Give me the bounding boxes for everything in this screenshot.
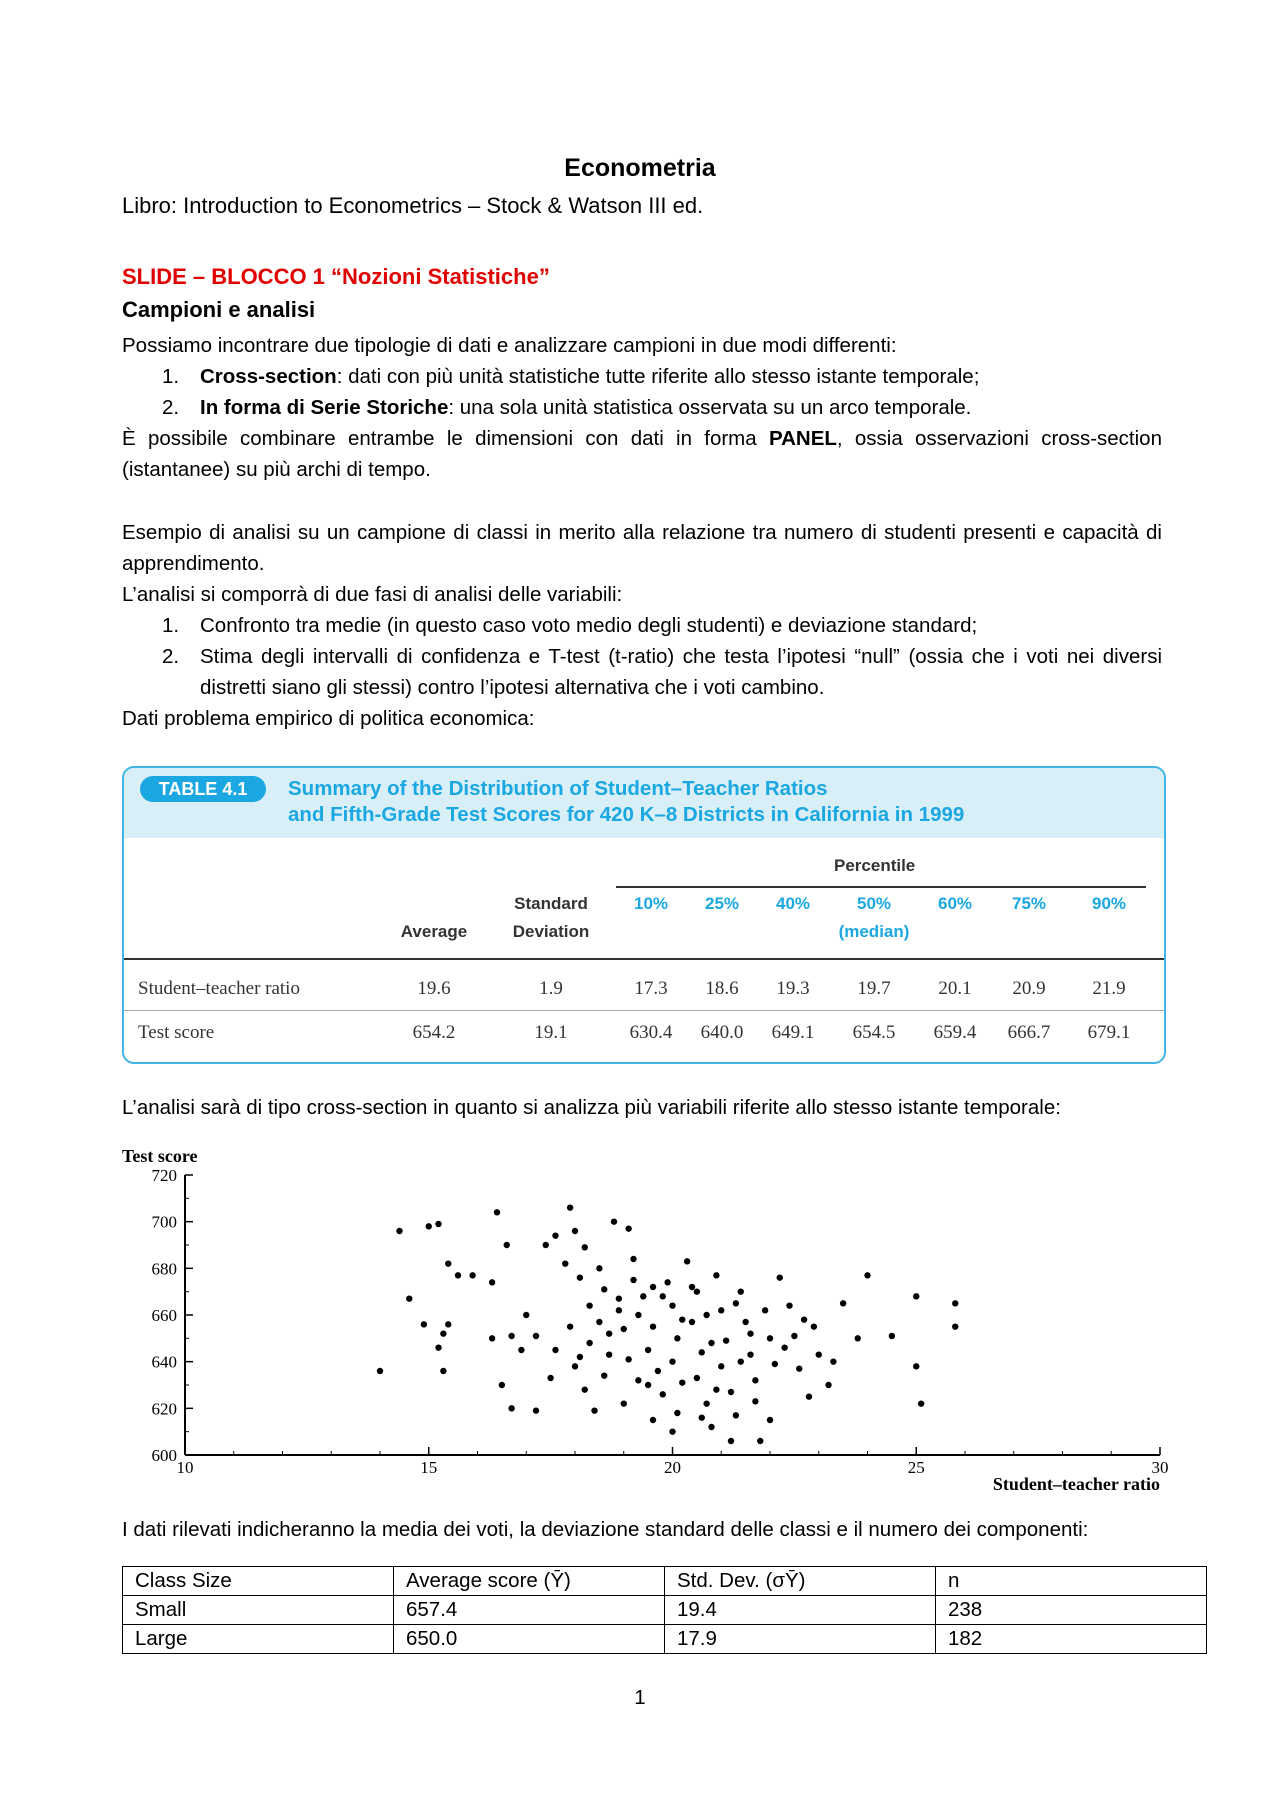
scatter-point: [494, 1209, 500, 1215]
scatter-point: [830, 1358, 836, 1364]
list-item-text: : una sola unità statistica osservata su un arco temporale.: [448, 396, 972, 419]
scatter-point: [952, 1300, 958, 1306]
scatter-point: [630, 1256, 636, 1262]
scatter-point: [864, 1272, 870, 1278]
scatter-point: [738, 1288, 744, 1294]
scatter-point: [674, 1410, 680, 1416]
scatter-point: [508, 1405, 514, 1411]
scatter-point: [811, 1323, 817, 1329]
scatter-point: [689, 1319, 695, 1325]
scatter-point: [455, 1272, 461, 1278]
scatter-point: [440, 1368, 446, 1374]
scatter-point: [601, 1286, 607, 1292]
scatter-point: [767, 1417, 773, 1423]
scatter-point: [694, 1288, 700, 1294]
scatter-point: [518, 1347, 524, 1353]
table-cell: 20.1: [938, 978, 972, 999]
table-cell: 659.4: [933, 1022, 977, 1043]
scatter-point: [747, 1330, 753, 1336]
scatter-point: [562, 1260, 568, 1266]
table-title: [288, 776, 964, 828]
scatter-point: [699, 1349, 705, 1355]
page-title: Econometria: [564, 154, 716, 182]
scatter-point: [577, 1354, 583, 1360]
table-cell: 640.0: [700, 1022, 744, 1043]
class-size-table: [122, 1566, 1207, 1654]
scatter-point: [713, 1386, 719, 1392]
scatter-point: [733, 1412, 739, 1418]
scatter-point: [918, 1400, 924, 1406]
scatter-point: [913, 1293, 919, 1299]
section-heading: SLIDE – BLOCCO 1 “Nozioni Statistiche”: [122, 264, 550, 289]
book-reference: Libro: Introduction to Econometrics – Stock & Watson III ed.: [122, 193, 704, 218]
scatter-point: [572, 1228, 578, 1234]
scatter-point: [699, 1414, 705, 1420]
scatter-point: [669, 1302, 675, 1308]
scatter-point: [567, 1204, 573, 1210]
phases-intro: L’analisi si comporrà di due fasi di analisi delle variabili:: [122, 583, 623, 606]
table-cell: 17.9: [665, 1625, 936, 1654]
scatter-point: [889, 1333, 895, 1339]
scatter-point: [621, 1400, 627, 1406]
table-cell: Small: [123, 1596, 394, 1625]
scatter-point: [708, 1340, 714, 1346]
percentile-label: Percentile: [834, 856, 916, 875]
scatter-point: [733, 1300, 739, 1306]
scatter-point: [796, 1365, 802, 1371]
scatter-point: [777, 1274, 783, 1280]
scatter-point: [816, 1351, 822, 1357]
subheading: Campioni e analisi: [122, 297, 316, 322]
scatter-point: [596, 1265, 602, 1271]
table-cell: Large: [123, 1625, 394, 1654]
panel-bold: PANEL: [768, 427, 837, 450]
scatter-point: [499, 1382, 505, 1388]
scatter-point: [718, 1363, 724, 1369]
table-cell: 657.4: [394, 1596, 665, 1625]
scatter-point: [591, 1407, 597, 1413]
scatter-point: [508, 1333, 514, 1339]
scatter-point: [469, 1272, 475, 1278]
header-cell: n: [936, 1567, 1207, 1596]
scatter-point: [913, 1363, 919, 1369]
x-tick-label: 10: [176, 1458, 194, 1477]
scatter-point: [630, 1277, 636, 1283]
scatter-point: [762, 1307, 768, 1313]
scatter-point: [679, 1379, 685, 1385]
panel-text-post: , ossia osservazioni cross-section (istantanee) su più archi di tempo.: [122, 427, 1162, 481]
scatter-point: [660, 1293, 666, 1299]
table-title-line-1: Summary of the Distribution of Student–Teacher Ratios: [288, 777, 828, 800]
scatter-point: [708, 1424, 714, 1430]
table-cell: 666.7: [1007, 1022, 1051, 1043]
dati-problema-text: Dati problema empirico di politica economica:: [122, 707, 535, 730]
scatter-point: [635, 1312, 641, 1318]
cross-section-note: L’analisi sarà di tipo cross-section in quanto si analizza più variabili riferite allo stesso istante temporale:: [122, 1096, 1061, 1119]
col-p25: 25%: [704, 894, 740, 913]
scatter-point: [601, 1372, 607, 1378]
scatter-point: [552, 1232, 558, 1238]
scatter-point: [577, 1274, 583, 1280]
scatter-point: [586, 1340, 592, 1346]
scatter-point: [738, 1358, 744, 1364]
scatter-point: [635, 1377, 641, 1383]
scatter-point: [728, 1438, 734, 1444]
scatter-point: [406, 1295, 412, 1301]
scatter-point: [650, 1417, 656, 1423]
table-cell: 21.9: [1092, 978, 1126, 999]
scatter-point: [396, 1228, 402, 1234]
scatter-point: [645, 1382, 651, 1388]
col-sd-line-2: Deviation: [512, 922, 590, 941]
scatter-point: [781, 1344, 787, 1350]
col-p50: 50%: [856, 894, 892, 913]
col-average: Average: [400, 922, 468, 941]
scatter-point: [806, 1393, 812, 1399]
scatter-point: [952, 1323, 958, 1329]
table-cell: 654.5: [852, 1022, 896, 1043]
scatter-point: [689, 1284, 695, 1290]
scatter-point: [606, 1351, 612, 1357]
scatter-point: [445, 1321, 451, 1327]
scatter-point: [533, 1333, 539, 1339]
x-tick-label: 20: [664, 1458, 681, 1477]
scatter-point: [621, 1326, 627, 1332]
table-cell: 630.4: [629, 1022, 673, 1043]
scatter-point: [684, 1258, 690, 1264]
y-tick-label: 660: [151, 1306, 177, 1325]
scatter-point: [440, 1330, 446, 1336]
scatter-point: [728, 1389, 734, 1395]
y-tick-label: 700: [151, 1212, 177, 1232]
list-number: 1.: [162, 614, 180, 637]
x-axis-title: Student–teacher ratio: [992, 1474, 1160, 1494]
scatter-point: [596, 1319, 602, 1325]
table-cell: 19.3: [776, 978, 810, 999]
scatter-point: [523, 1312, 529, 1318]
scatter-point: [767, 1335, 773, 1341]
scatter-chart: [120, 1145, 1180, 1505]
scatter-point: [786, 1302, 792, 1308]
list-number: 1.: [162, 365, 180, 388]
scatter-point: [801, 1316, 807, 1322]
col-p10: 10%: [633, 894, 669, 913]
scatter-point: [435, 1221, 441, 1227]
scatter-point: [694, 1375, 700, 1381]
scatter-point: [606, 1330, 612, 1336]
page-number: 1: [634, 1686, 646, 1709]
scatter-point: [772, 1361, 778, 1367]
table-title-line-2: and Fifth-Grade Test Scores for 420 K–8 Districts in California in 1999: [288, 803, 965, 826]
table-cell: 1.9: [539, 978, 563, 999]
scatter-point: [572, 1363, 578, 1369]
scatter-point: [703, 1400, 709, 1406]
scatter-point: [752, 1377, 758, 1383]
scatter-point: [625, 1225, 631, 1231]
col-p75: 75%: [1011, 894, 1047, 913]
table-4-1-header: [124, 768, 1164, 838]
table-cell: 20.9: [1012, 978, 1046, 999]
scatter-point: [489, 1279, 495, 1285]
table-cell: 650.0: [394, 1625, 665, 1654]
table-cell: 654.2: [412, 1022, 456, 1043]
y-axis-title: Test score: [122, 1146, 198, 1166]
scatter-point: [713, 1272, 719, 1278]
scatter-point: [377, 1368, 383, 1374]
panel-paragraph: [122, 423, 1162, 485]
scatter-point: [533, 1407, 539, 1413]
list-item-bold: Cross-section: [200, 365, 337, 388]
list-item-bold: In forma di Serie Storiche: [200, 396, 449, 419]
y-tick-label: 720: [151, 1166, 177, 1185]
col-p60: 60%: [937, 894, 973, 913]
scatter-point: [445, 1260, 451, 1266]
scatter-point: [825, 1382, 831, 1388]
scatter-point: [747, 1351, 753, 1357]
scatter-point: [582, 1244, 588, 1250]
scatter-point: [625, 1356, 631, 1362]
table-cell: 19.1: [534, 1022, 568, 1043]
scatter-point: [757, 1438, 763, 1444]
table-cell: 17.3: [634, 978, 668, 999]
header-cell: Class Size: [123, 1567, 394, 1596]
scatter-point: [742, 1319, 748, 1325]
row-rule: [124, 1010, 1164, 1011]
scatter-point: [669, 1358, 675, 1364]
x-tick-label: 15: [420, 1458, 438, 1477]
y-tick-label: 680: [151, 1259, 177, 1279]
scatter-point: [723, 1337, 729, 1343]
x-tick-label: 30: [1151, 1458, 1169, 1477]
panel-text-pre: È possibile combinare entrambe le dimensioni con dati in forma: [122, 427, 769, 450]
scatter-point: [426, 1223, 432, 1229]
table-cell: 19.4: [665, 1596, 936, 1625]
scatter-point: [664, 1279, 670, 1285]
list-item-text: : dati con più unità statistiche tutte riferite allo stesso istante temporale;: [336, 365, 980, 388]
scatter-point: [567, 1323, 573, 1329]
scatter-point: [660, 1391, 666, 1397]
scatter-point: [703, 1312, 709, 1318]
scatter-point: [679, 1316, 685, 1322]
header-cell: Std. Dev. (σȲ): [665, 1567, 936, 1596]
col-median-label: (median): [838, 922, 910, 941]
scatter-point: [582, 1386, 588, 1392]
scatter-point: [611, 1218, 617, 1224]
table-header-row: [123, 1567, 1207, 1596]
scatter-point: [421, 1321, 427, 1327]
scatter-point: [791, 1333, 797, 1339]
intro-paragraph: Possiamo incontrare due tipologie di dati e analizzare campioni in due modi differenti:: [122, 334, 897, 357]
list-number: 2.: [162, 396, 180, 419]
y-tick-label: 600: [151, 1446, 177, 1465]
table-cell: 238: [936, 1596, 1207, 1625]
header-rule: [124, 958, 1164, 960]
scatter-point: [855, 1335, 861, 1341]
scatter-point: [489, 1335, 495, 1341]
x-tick-label: 25: [907, 1458, 925, 1477]
table-cell: 19.6: [417, 978, 451, 999]
table-row: [123, 1625, 1207, 1654]
y-tick-label: 620: [151, 1399, 177, 1419]
scatter-point: [840, 1300, 846, 1306]
scatter-point: [752, 1398, 758, 1404]
table-cell: 649.1: [771, 1022, 815, 1043]
list-item-text: Stima degli intervalli di confidenza e T-test (t-ratio) che testa l’ipotesi “null” (ossia che i voti nei diversi distretti siano gli stessi) contro l’ipotesi alternativa che i voti cambino.: [200, 645, 1162, 699]
table-cell: 182: [936, 1625, 1207, 1654]
example-paragraph: Esempio di analisi su un campione di classi in merito alla relazione tra numero di studenti presenti e capacità di apprendimento.: [122, 521, 1162, 575]
col-p40: 40%: [775, 894, 811, 913]
list-item-text: Confronto tra medie (in questo caso voto medio degli studenti) e deviazione standard;: [200, 614, 978, 637]
scatter-point: [616, 1307, 622, 1313]
percentile-rule: [616, 886, 1146, 888]
table-badge: TABLE 4.1: [140, 776, 266, 802]
scatter-point: [669, 1428, 675, 1434]
table-row: [123, 1596, 1207, 1625]
class-table-intro: I dati rilevati indicheranno la media dei voti, la deviazione standard delle classi e il numero dei componenti:: [122, 1518, 1089, 1541]
table-cell: 679.1: [1087, 1022, 1131, 1043]
scatter-point: [504, 1242, 510, 1248]
scatter-point: [552, 1347, 558, 1353]
scatter-point: [645, 1347, 651, 1353]
scatter-point: [640, 1293, 646, 1299]
table-cell: 18.6: [705, 978, 739, 999]
header-cell: Average score (Ȳ): [394, 1567, 665, 1596]
col-p90: 90%: [1091, 894, 1127, 913]
scatter-point: [718, 1307, 724, 1313]
scatter-point: [650, 1323, 656, 1329]
scatter-point: [543, 1242, 549, 1248]
row-label: Student–teacher ratio: [138, 978, 300, 999]
scatter-point: [650, 1284, 656, 1290]
scatter-point: [586, 1302, 592, 1308]
table-cell: 19.7: [857, 978, 891, 999]
scatter-point: [655, 1368, 661, 1374]
col-sd-line-1: Standard: [514, 894, 588, 913]
scatter-point: [435, 1344, 441, 1350]
scatter-point: [674, 1335, 680, 1341]
row-label: Test score: [138, 1022, 215, 1043]
scatter-point: [616, 1295, 622, 1301]
scatter-point: [547, 1375, 553, 1381]
list-number: 2.: [162, 645, 180, 668]
y-tick-label: 640: [151, 1352, 177, 1372]
table-4-1: [122, 766, 1166, 1064]
